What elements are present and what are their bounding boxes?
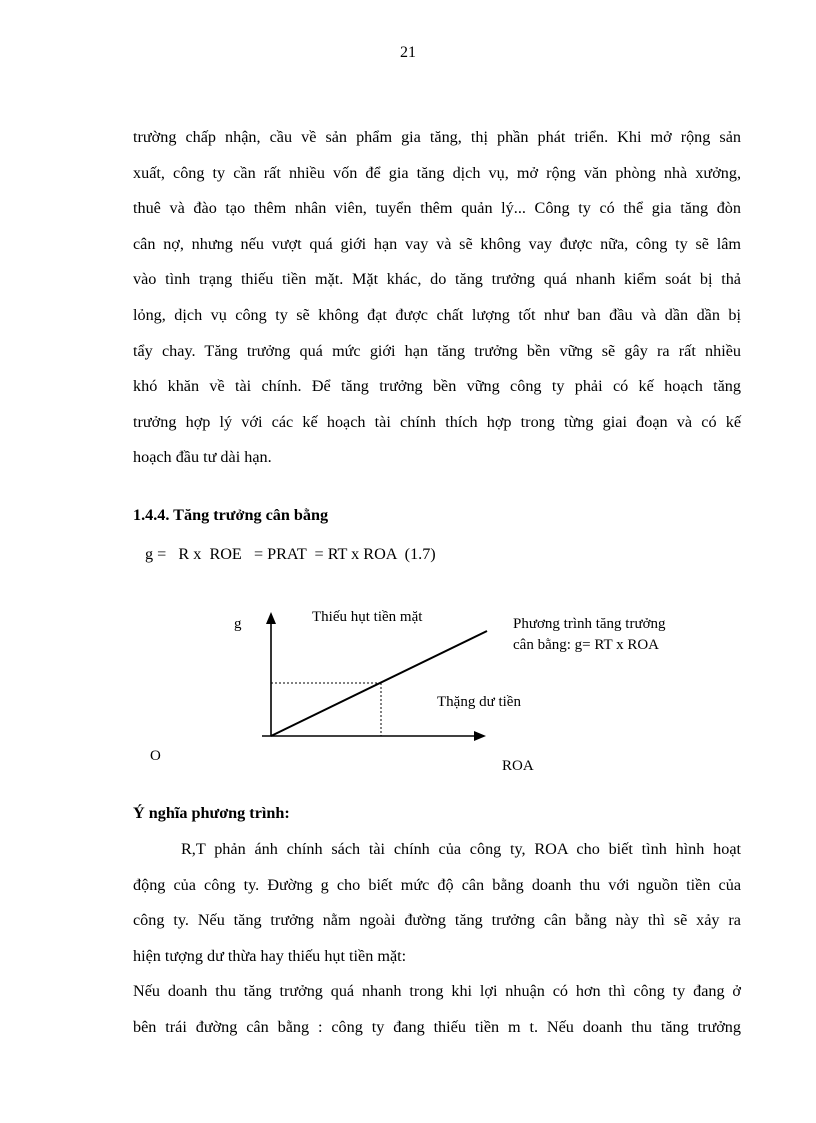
text-line: trưởng hợp lý với các kế hoạch tài chính thích hợp trong từng giai đoạn và có kế [133,412,741,431]
origin-label: O [150,748,161,764]
equation-line1: Phương trình tăng trưởng [513,616,666,632]
y-axis-arrow-icon [266,612,276,624]
equation-line2: cân bằng: g= RT x ROA [513,637,660,653]
text-line: vào tình trạng thiếu tiền mặt. Mặt khác, do tăng trưởng quá nhanh kiểm soát bị thả [133,270,741,289]
meaning-heading: Ý nghĩa phương trình: [133,804,290,822]
text-line: hoạch đầu tư dài hạn. [133,448,272,467]
x-axis-arrow-icon [474,731,486,741]
text-line: công ty. Nếu tăng trưởng nằm ngoài đường tăng trưởng cân bằng này thì sẽ xảy ra [133,911,741,930]
text-line: hiện tượng dư thừa hay thiếu hụt tiền mặt: [133,946,407,965]
text-line: xuất, công ty cần rất nhiều vốn để gia tăng dịch vụ, mở rộng văn phòng nhà xưởng, [133,163,741,182]
text-line: tẩy chay. Tăng trưởng quá mức giới hạn tăng trưởng bền vững sẽ gây ra rất nhiều [133,341,741,360]
text-line: bên trái đường cân bằng : công ty đang thiếu tiền m t. Nếu doanh thu tăng trưởng [133,1017,741,1036]
growth-formula: g = R x ROE = PRAT = RT x ROA (1.7) [145,545,436,563]
text-line: Nếu doanh thu tăng trưởng quá nhanh trong khi lợi nhuận có hơn thì công ty đang ở [133,982,741,1000]
text-line: cân nợ, nhưng nếu vượt quá giới hạn vay và sẽ không vay được nữa, công ty sẽ lâm [133,234,741,253]
text-line: lỏng, dịch vụ công ty sẽ không đạt được chất lượng tốt như ban đầu và dần dần bị [133,305,741,324]
text-line: trường chấp nhận, cầu về sản phẩm gia tăng, thị phần phát triển. Khi mở rộng sản [133,128,741,146]
intro-paragraph [133,120,741,476]
surplus-label: Thặng dư tiền [437,694,521,710]
meaning-paragraph [133,832,741,974]
balanced-growth-diagram [0,590,816,790]
deficit-label: Thiếu hụt tiền mặt [312,609,423,625]
text-line: khó khăn về tài chính. Để tăng trưởng bền vững công ty phải có kế hoạch tăng [133,377,741,396]
revenue-paragraph [133,974,741,1045]
text-line: R,T phản ánh chính sách tài chính của công ty, ROA cho biết tình hình hoạt [181,840,741,858]
section-heading: 1.4.4. Tăng trưởng cân bằng [133,506,329,524]
x-axis-label: ROA [502,758,534,774]
y-axis-label: g [234,616,242,632]
text-line: động của công ty. Đường g cho biết mức độ cân bằng doanh thu với nguồn tiền của [133,875,741,894]
page-number: 21 [400,44,416,61]
text-line: thuê và đào tạo thêm nhân viên, tuyển thêm quản lý... Công ty có thể gia tăng đòn [133,199,741,218]
